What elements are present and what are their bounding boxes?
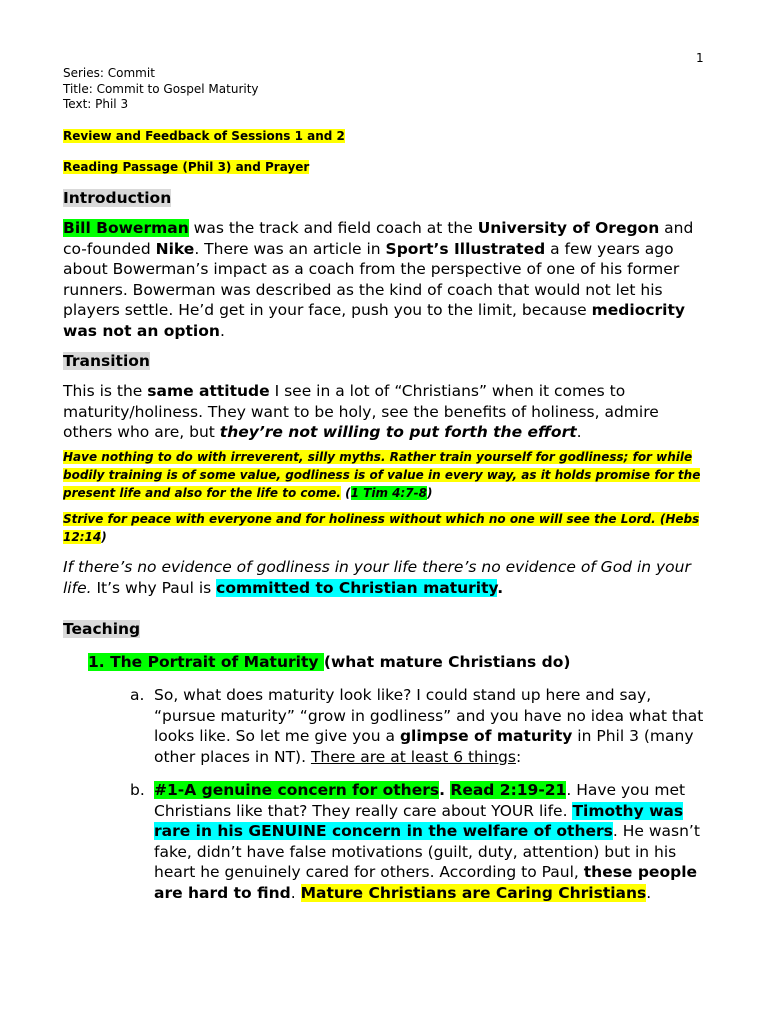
document-header <box>63 66 259 113</box>
page-number: 1 <box>696 51 704 65</box>
teaching-heading: Teaching <box>63 620 141 638</box>
series-line: Series: Commit <box>63 66 155 80</box>
sub-point-b: b. #1-A genuine concern for others. Read 2:19-21. Have you met Christians like that? They really care about YOUR life. Timothy was rare in his GENUINE concern in the welfare of others. He wasn’t fake, didn’t have false motivations (guilt, duty, attention) but in his heart he genuinely cared for others. According to Paul, these people are hard to find. Mature Christians are Caring Christians. <box>130 781 700 902</box>
review-text: Review and Feedback of Sessions 1 and 2 <box>63 129 345 143</box>
text-line: Text: Phil 3 <box>63 97 129 111</box>
sub-point-a: a. So, what does maturity look like? I could stand up here and say, “pursue maturity” “grow in godliness” and you have no idea what that looks like. So let me give you a glimpse of maturity in Phil 3 (many other places in NT). There are at least 6 things: <box>130 686 704 766</box>
transition-paragraph: This is the same attitude I see in a lot of “Christians” when it comes to maturity/holiness. They want to be holy, see the benefits of holiness, admire others who are, but they’re not willing to put forth the effort. <box>63 382 659 441</box>
scripture-ref-1tim: 1 Tim 4:7-8 <box>350 486 427 500</box>
list-marker: a. <box>130 686 145 704</box>
godliness-paragraph: If there’s no evidence of godliness in your life there’s no evidence of God in your life. It’s why Paul is committed to Christian maturity. <box>63 558 691 597</box>
point-1-heading: 1. The Portrait of Maturity (what mature Christians do) <box>88 653 571 671</box>
reading-line <box>63 160 309 174</box>
scripture-quote-hebs: Strive for peace with everyone and for holiness without which no one will see the Lord. (Hebs 12:14) <box>63 512 700 544</box>
introduction-heading: Introduction <box>63 189 172 207</box>
review-line <box>63 129 345 143</box>
list-marker: b. <box>130 781 145 799</box>
introduction-paragraph: Bill Bowerman was the track and field coach at the University of Oregon and co-founded Nike. There was an article in Sport’s Illustrated a few years ago about Bowerman’s impact as a coach from the perspective of one of his former runners. Bowerman was described as the kind of coach that would not let his players settle. He’d get in your face, push you to the limit, because mediocrity was not an option. <box>63 219 694 340</box>
reading-text: Reading Passage (Phil 3) and Prayer <box>63 160 310 174</box>
scripture-quote-1tim: Have nothing to do with irreverent, silly myths. Rather train yourself for godliness; for while bodily training is of some value, godliness is of value in every way, as it holds promise for the present life and also for the life to come. (1 Tim 4:7-8) <box>63 450 701 500</box>
title-line: Title: Commit to Gospel Maturity <box>63 81 259 96</box>
transition-heading: Transition <box>63 352 150 370</box>
